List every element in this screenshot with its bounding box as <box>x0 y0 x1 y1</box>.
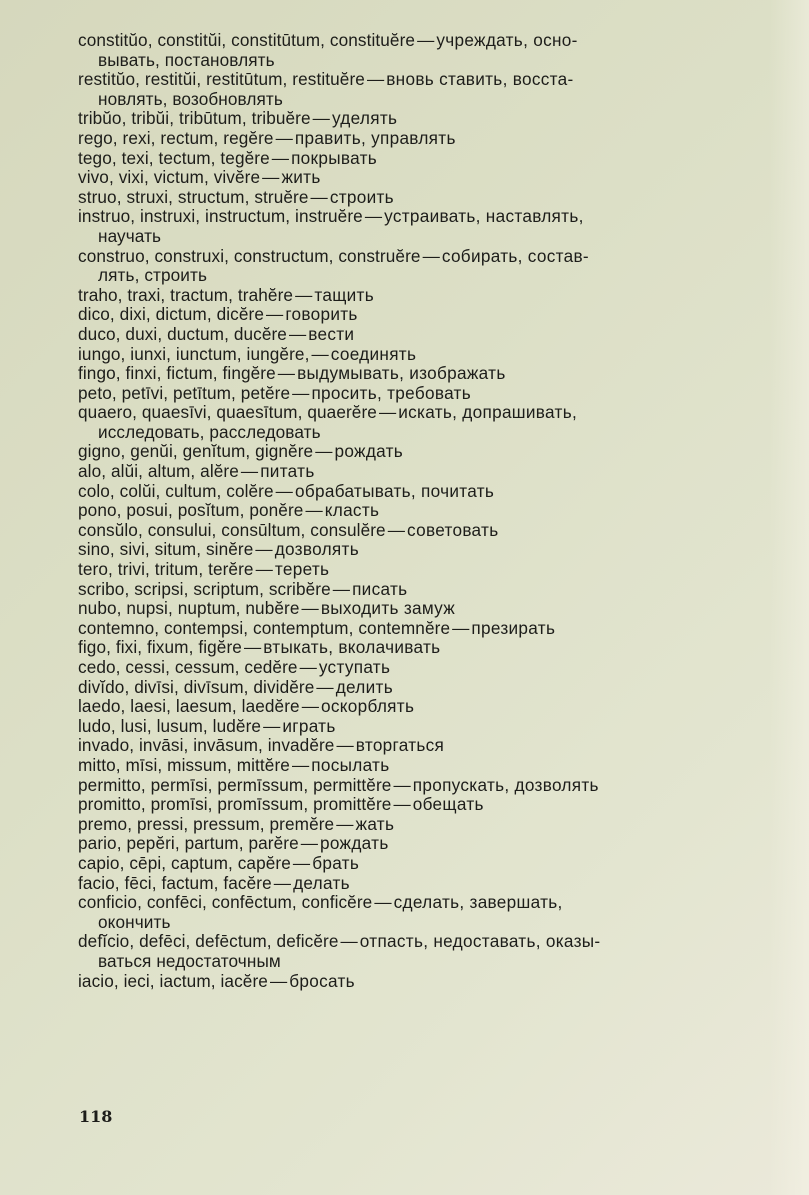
separator: — <box>305 500 323 521</box>
latin-forms: capio, cēpi, captum, capĕre <box>78 852 291 873</box>
latin-forms: figo, fixi, fixum, figĕre <box>78 637 242 658</box>
separator: — <box>288 323 307 344</box>
translation-continuation: новлять, возобновлять <box>98 88 283 109</box>
separator: — <box>277 363 296 384</box>
translation: обрабатывать, почитать <box>294 480 495 501</box>
separator: — <box>387 519 406 540</box>
translation: питать <box>260 461 315 482</box>
separator: — <box>266 304 284 325</box>
latin-forms: quaero, quaesīvi, quaesītum, quaerĕre <box>78 402 377 423</box>
translation: презирать <box>471 617 556 638</box>
translation: просить, требовать <box>311 382 471 403</box>
verb-entry <box>78 854 778 874</box>
verb-entry <box>78 599 778 619</box>
translation: бросать <box>289 970 355 991</box>
separator: — <box>332 578 351 599</box>
translation: втыкать, вколачивать <box>263 637 441 658</box>
verb-entry <box>78 305 778 325</box>
translation: жать <box>355 813 395 834</box>
translation-continuation: лять, строить <box>98 265 208 286</box>
latin-forms: facio, fēci, factum, facĕre <box>78 872 272 893</box>
separator: — <box>366 69 385 90</box>
separator: — <box>240 461 259 482</box>
latin-forms: pario, pepĕri, partum, parĕre <box>78 833 299 854</box>
translation: класть <box>324 500 380 521</box>
translation: дозволять <box>274 539 359 560</box>
verb-entry <box>78 697 778 717</box>
translation-continuation: исследовать, расследовать <box>98 421 321 442</box>
translation: говорить <box>285 304 358 325</box>
latin-forms: nubo, nupsi, nuptum, nubĕre <box>78 598 300 619</box>
translation: советовать <box>407 519 499 540</box>
latin-forms: duco, duxi, ductum, ducĕre <box>78 323 287 344</box>
latin-forms: gigno, genŭi, genĭtum, gignĕre <box>78 441 314 462</box>
verb-entry <box>78 149 778 169</box>
translation: соединять <box>330 343 417 364</box>
latin-forms: divĭdo, divīsi, divīsum, dividĕre <box>78 676 315 697</box>
latin-forms: vivo, vixi, victum, vivĕre <box>78 167 261 188</box>
translation: править, управлять <box>294 127 456 148</box>
separator: — <box>316 676 334 697</box>
translation: уделять <box>331 108 398 129</box>
translation: рождать <box>320 833 389 854</box>
latin-forms: defĭcio, defēci, defēctum, deficĕre <box>78 931 339 952</box>
translation-continuation: вывать, постановлять <box>98 49 275 70</box>
latin-forms: conficio, confēci, confēctum, conficĕre <box>78 892 373 913</box>
separator: — <box>310 186 328 207</box>
translation: вести <box>308 323 355 344</box>
verb-entry <box>78 580 778 600</box>
verb-entry <box>78 540 778 560</box>
verb-entry <box>78 384 778 404</box>
verb-entry <box>78 442 778 462</box>
verb-entry <box>78 678 778 698</box>
latin-forms: laedo, laesi, laesum, laedĕre <box>78 696 300 717</box>
verb-entry <box>78 31 778 70</box>
latin-forms: cedo, cessi, cessum, cedĕre <box>78 657 298 677</box>
verb-entry <box>78 736 778 756</box>
separator: — <box>336 813 354 834</box>
separator: — <box>295 284 313 305</box>
verb-entry <box>78 893 778 932</box>
separator: — <box>273 872 292 893</box>
translation: собирать, состав- <box>441 245 589 266</box>
separator: — <box>255 559 273 580</box>
verb-entry <box>78 364 778 384</box>
translation: строить <box>329 186 394 207</box>
latin-forms: tribŭo, tribŭi, tribūtum, tribuĕre <box>78 108 311 129</box>
latin-forms: iungo, iunxi, iunctum, iungĕre, <box>78 343 310 364</box>
verb-entry <box>78 815 778 835</box>
translation: уступать <box>318 657 391 677</box>
separator: — <box>301 696 319 717</box>
translation-continuation: окончить <box>98 911 171 932</box>
latin-forms: traho, traxi, tractum, trahĕre <box>78 284 294 305</box>
translation: искать, допрашивать, <box>398 402 578 423</box>
verb-entry <box>78 129 778 149</box>
separator: — <box>300 833 319 854</box>
verb-entry <box>78 619 778 639</box>
latin-forms: struo, struxi, structum, struĕre <box>78 186 309 207</box>
verb-entry <box>78 325 778 345</box>
verb-entry <box>78 403 778 442</box>
translation: рождать <box>334 441 404 462</box>
latin-forms: colo, colŭi, cultum, colĕre <box>78 480 274 501</box>
separator: — <box>393 774 411 795</box>
separator: — <box>417 30 435 50</box>
latin-forms: restitŭo, restitŭi, restitūtum, restituĕre <box>78 69 365 90</box>
verb-entry <box>78 874 778 894</box>
separator: — <box>315 441 333 462</box>
verb-entry <box>78 109 778 129</box>
translation: сделать, завершать, <box>393 892 563 913</box>
separator: — <box>275 480 293 501</box>
verb-entry <box>78 638 778 658</box>
verb-entry <box>78 776 778 796</box>
separator: — <box>311 343 329 364</box>
latin-forms: premo, pressi, pressum, premĕre <box>78 813 335 834</box>
translation: тащить <box>314 284 374 305</box>
verb-entry <box>78 560 778 580</box>
verb-entry <box>78 70 778 109</box>
latin-forms: mitto, mīsi, missum, mittĕre <box>78 754 290 775</box>
separator: — <box>301 598 319 619</box>
translation: выдумывать, изображать <box>297 363 506 384</box>
latin-forms: scribo, scripsi, scriptum, scribĕre <box>78 578 331 599</box>
verb-entry <box>78 462 778 482</box>
separator: — <box>340 931 358 952</box>
separator: — <box>292 382 310 403</box>
latin-forms: sino, sivi, situm, sinĕre <box>78 539 254 560</box>
latin-forms: peto, petīvi, petītum, petĕre <box>78 382 291 403</box>
translation: жить <box>281 167 321 188</box>
translation: вторгаться <box>355 735 445 756</box>
verb-entry <box>78 658 778 678</box>
latin-forms: promitto, promīsi, promīssum, promittĕre <box>78 794 392 815</box>
translation: делать <box>293 872 350 893</box>
separator: — <box>271 147 290 168</box>
separator: — <box>243 637 262 658</box>
separator: — <box>364 206 383 227</box>
translation: тереть <box>274 559 330 580</box>
separator: — <box>255 539 273 560</box>
latin-forms: rego, rexi, rectum, regĕre <box>78 127 274 148</box>
verb-entry <box>78 188 778 208</box>
verb-entry <box>78 834 778 854</box>
translation: играть <box>282 715 336 736</box>
verb-entry <box>78 932 778 971</box>
verb-entry <box>78 207 778 246</box>
translation-continuation: научать <box>98 225 162 246</box>
translation: устраивать, наставлять, <box>384 206 584 227</box>
separator: — <box>393 794 411 815</box>
verb-entry <box>78 795 778 815</box>
latin-forms: construo, construxi, constructum, construĕre <box>78 245 421 266</box>
verb-entry <box>78 482 778 502</box>
separator: — <box>312 108 330 129</box>
translation: пропускать, дозволять <box>412 774 599 795</box>
latin-forms: constitŭo, constitŭi, constitūtum, constituĕre <box>78 30 416 50</box>
separator: — <box>262 167 280 188</box>
verb-entry <box>78 972 778 992</box>
latin-forms: ludo, lusi, lusum, ludĕre <box>78 715 262 736</box>
translation-continuation: ваться недостаточным <box>98 950 281 971</box>
latin-forms: fingo, finxi, fictum, fingĕre <box>78 363 276 384</box>
latin-forms: consŭlo, consului, consūltum, consulĕre <box>78 519 386 540</box>
translation: учреждать, осно- <box>436 30 578 50</box>
translation: выходить замуж <box>320 598 456 619</box>
separator: — <box>374 892 392 913</box>
latin-forms: alo, alŭi, altum, alĕre <box>78 461 239 482</box>
separator: — <box>336 735 354 756</box>
translation: покрывать <box>291 147 378 168</box>
verb-entry <box>78 717 778 737</box>
separator: — <box>275 127 293 148</box>
translation: оскорблять <box>321 696 415 717</box>
latin-forms: permitto, permīsi, permīssum, permittĕre <box>78 774 392 795</box>
translation: посылать <box>311 754 390 775</box>
verb-entry <box>78 756 778 776</box>
latin-forms: instruo, instruxi, instructum, instruĕre <box>78 206 363 227</box>
verb-entry <box>78 286 778 306</box>
separator: — <box>263 715 281 736</box>
latin-forms: contemno, contempsi, contemptum, contemnĕre <box>78 617 451 638</box>
page-number: 118 <box>79 1107 113 1126</box>
separator: — <box>299 657 317 677</box>
separator: — <box>291 754 310 775</box>
latin-forms: pono, posui, posĭtum, ponĕre <box>78 500 304 521</box>
translation: писать <box>352 578 408 599</box>
dictionary-page <box>78 31 778 991</box>
verb-entry <box>78 345 778 365</box>
translation: делить <box>335 676 393 697</box>
verb-entry <box>78 501 778 521</box>
latin-forms: dico, dixi, dictum, dicĕre <box>78 304 265 325</box>
translation: вновь ставить, восста- <box>386 69 574 90</box>
latin-forms: iacio, ieci, iactum, iacĕre <box>78 970 268 991</box>
translation: брать <box>312 852 360 873</box>
separator: — <box>378 402 397 423</box>
verb-entry <box>78 521 778 541</box>
separator: — <box>269 970 288 991</box>
separator: — <box>292 852 311 873</box>
separator: — <box>452 617 470 638</box>
latin-forms: tego, texi, tectum, tegĕre <box>78 147 270 168</box>
latin-forms: invado, invāsi, invāsum, invadĕre <box>78 735 335 756</box>
latin-forms: tero, trivi, tritum, terĕre <box>78 559 254 580</box>
verb-entry <box>78 247 778 286</box>
translation: отпасть, недоставать, оказы- <box>359 931 601 952</box>
translation: обещать <box>412 794 484 815</box>
separator: — <box>422 245 440 266</box>
verb-entry <box>78 168 778 188</box>
